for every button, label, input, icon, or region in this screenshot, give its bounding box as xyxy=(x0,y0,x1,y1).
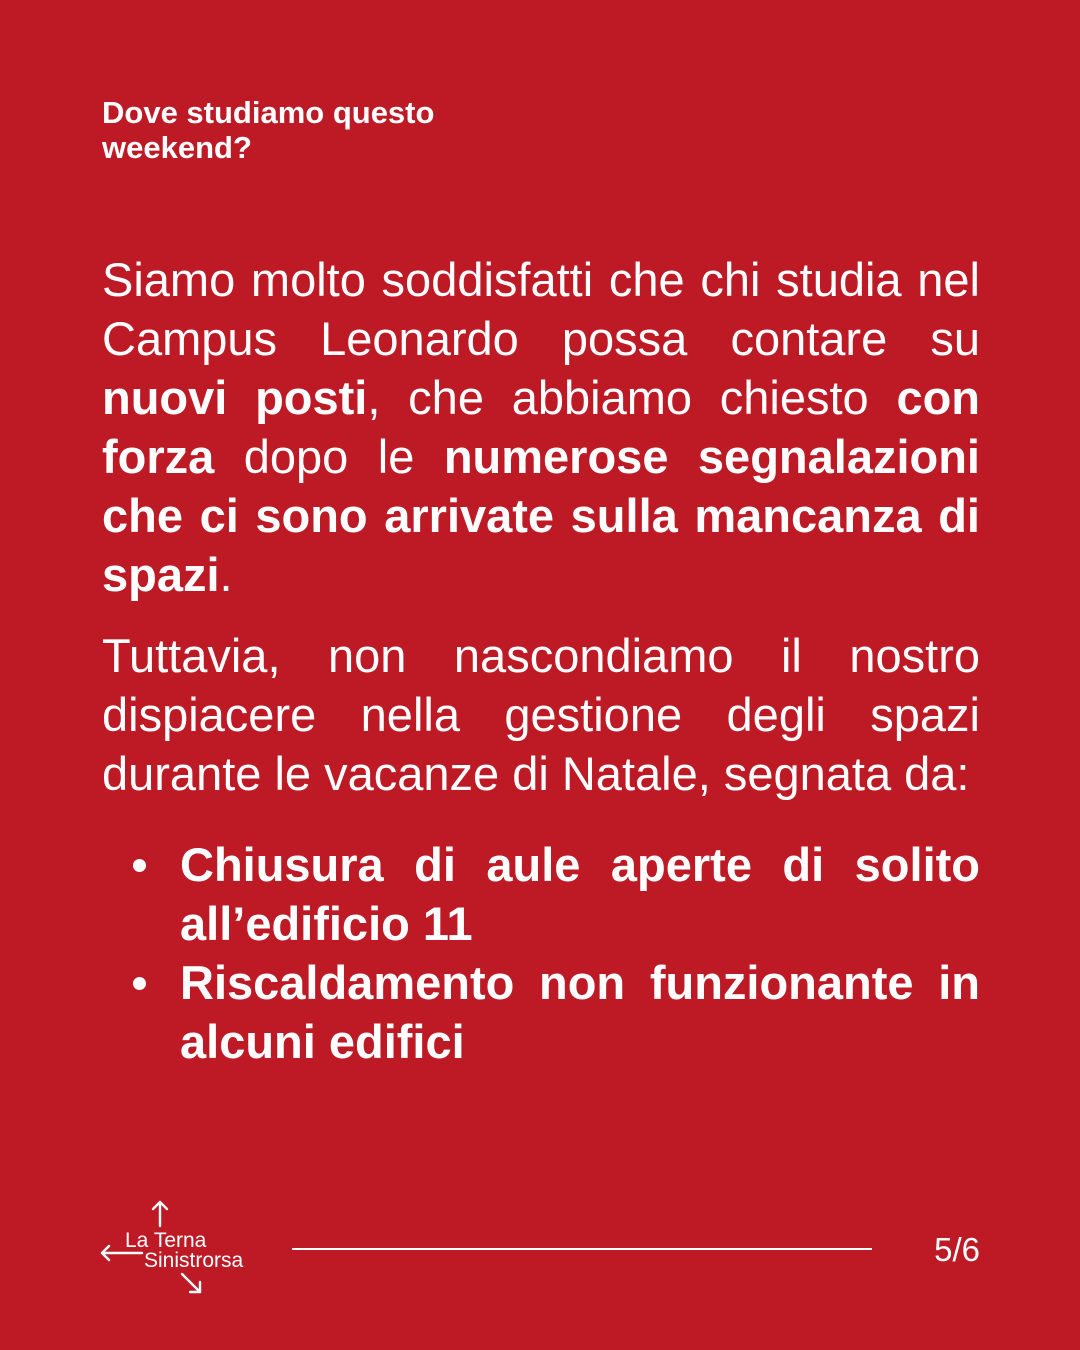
list-item-text: Riscaldamento non funzionante in alcuni edifici xyxy=(180,956,980,1068)
list-item xyxy=(102,835,980,953)
bullet-dot-icon xyxy=(133,859,146,872)
issues-list xyxy=(102,835,980,1071)
intro-bold-3: numerose segnalazioni che ci sono arrivate sulla mancanza di spazi xyxy=(102,430,980,601)
intro-paragraph xyxy=(102,250,980,604)
intro-bold-1: nuovi posti xyxy=(102,371,368,424)
bullet-dot-icon xyxy=(133,977,146,990)
logo-text-line1: La Terna xyxy=(125,1229,207,1252)
main-content xyxy=(102,250,980,1071)
second-paragraph: Tuttavia, non nascondiamo il nostro dispiacere nella gestione degli spazi durante le vacanze di Natale, segnata da: xyxy=(102,629,980,800)
intro-text-4: . xyxy=(219,548,233,601)
intro-bold-2: con forza xyxy=(102,371,980,483)
logo-text-line2: Sinistrorsa xyxy=(144,1249,244,1272)
list-item-text: Chiusura di aule aperte di solito all’edificio 11 xyxy=(180,838,980,950)
arrow-down-right-icon xyxy=(182,1274,200,1292)
intro-text-1: Siamo molto soddisfatti che chi studia nel Campus Leonardo possa contare su xyxy=(102,253,980,365)
page-title: Dove studiamo questo weekend? xyxy=(102,95,435,165)
logo xyxy=(98,1196,268,1300)
page-number: 5/6 xyxy=(934,1231,980,1268)
intro-text-3: dopo le xyxy=(214,430,444,483)
intro-text-2: , che abbiamo chiesto xyxy=(367,371,897,424)
list-item xyxy=(102,953,980,1071)
footer-divider xyxy=(292,1248,872,1250)
